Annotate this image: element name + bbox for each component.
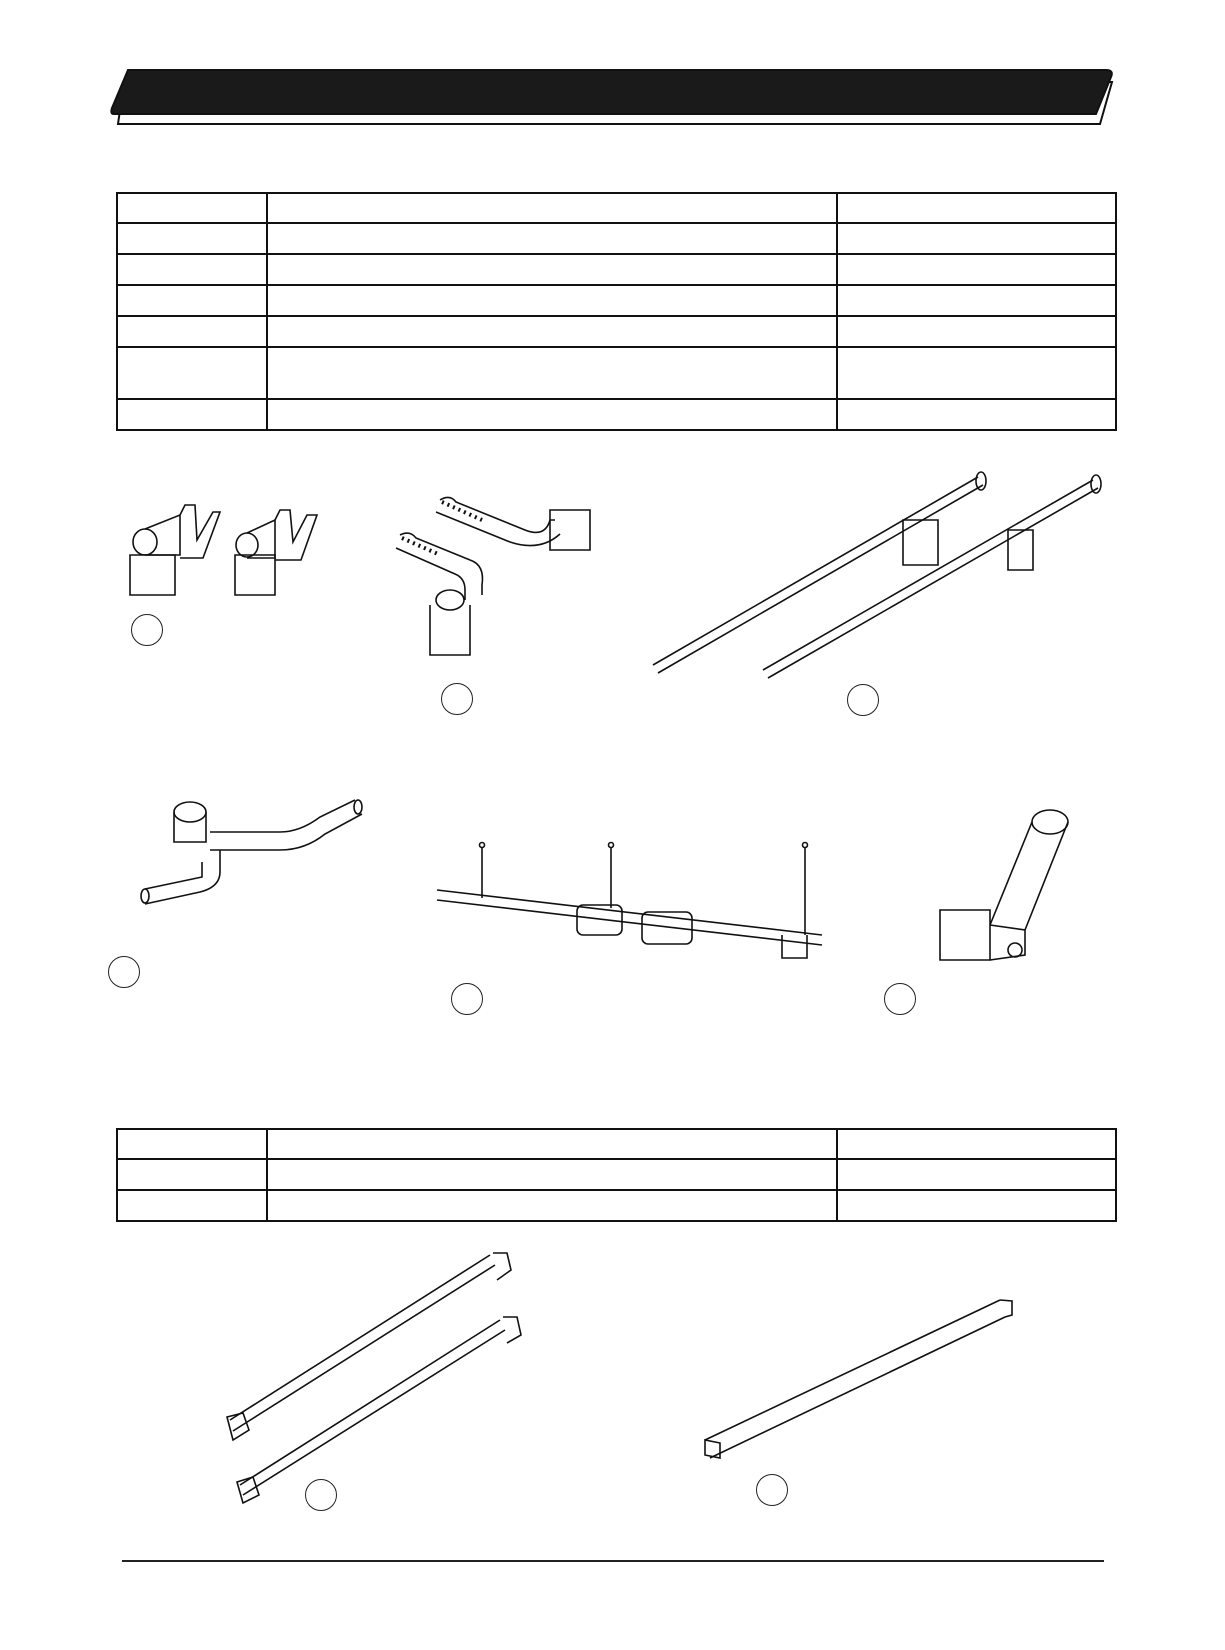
footer-divider	[122, 1560, 1104, 1562]
callout-circle	[884, 983, 916, 1015]
table-cell	[837, 316, 1116, 347]
table-cell	[837, 1190, 1116, 1221]
square-tube-illustration	[700, 1295, 1020, 1470]
table-cell	[117, 1129, 267, 1159]
pivot-bracket-illustration	[935, 800, 1085, 970]
callout-circle	[441, 683, 473, 715]
table-cell	[117, 316, 267, 347]
callout-circle	[131, 614, 163, 646]
table-cell	[837, 193, 1116, 223]
table-cell	[267, 1129, 837, 1159]
table-cell	[117, 285, 267, 316]
leg-roller-bar-illustration	[432, 840, 832, 970]
table-cell	[837, 1159, 1116, 1190]
table-row	[117, 1159, 1116, 1190]
bar-catch-pair-illustration	[125, 500, 325, 600]
table-cell	[267, 1190, 837, 1221]
callout-circle	[305, 1479, 337, 1511]
callout-circle	[108, 956, 140, 988]
table-row	[117, 223, 1116, 254]
callout-circle	[847, 684, 879, 716]
table-row	[117, 1190, 1116, 1221]
table-cell	[117, 223, 267, 254]
table-cell	[117, 399, 267, 430]
table-cell	[117, 347, 267, 399]
callout-circle	[756, 1474, 788, 1506]
curl-bar-illustration	[140, 792, 370, 922]
table-row	[117, 254, 1116, 285]
table-cell	[267, 316, 837, 347]
table-cell	[267, 285, 837, 316]
callout-circle	[451, 983, 483, 1015]
table-cell	[267, 399, 837, 430]
table-cell	[267, 193, 837, 223]
table-cell	[117, 1159, 267, 1190]
long-rod-pair-illustration	[648, 465, 1118, 675]
table-cell	[837, 223, 1116, 254]
table-row	[117, 399, 1116, 430]
table-header-row	[117, 193, 1116, 223]
parts-table-top	[116, 192, 1117, 431]
table-cell	[837, 1129, 1116, 1159]
table-cell	[117, 254, 267, 285]
parts-table-bottom	[116, 1128, 1117, 1222]
table-cell	[267, 347, 837, 399]
table-row	[117, 347, 1116, 399]
table-cell	[267, 1159, 837, 1190]
base-rail-pair-illustration	[225, 1245, 525, 1495]
table-cell	[117, 1190, 267, 1221]
table-row	[117, 316, 1116, 347]
table-cell	[837, 347, 1116, 399]
table-cell	[267, 223, 837, 254]
table-cell	[837, 254, 1116, 285]
table-header-row	[117, 1129, 1116, 1159]
table-cell	[837, 399, 1116, 430]
table-row	[117, 285, 1116, 316]
handle-bar-pair-illustration	[390, 490, 610, 670]
table-cell	[117, 193, 267, 223]
table-cell	[267, 254, 837, 285]
table-cell	[837, 285, 1116, 316]
section-header-banner	[110, 68, 1118, 128]
